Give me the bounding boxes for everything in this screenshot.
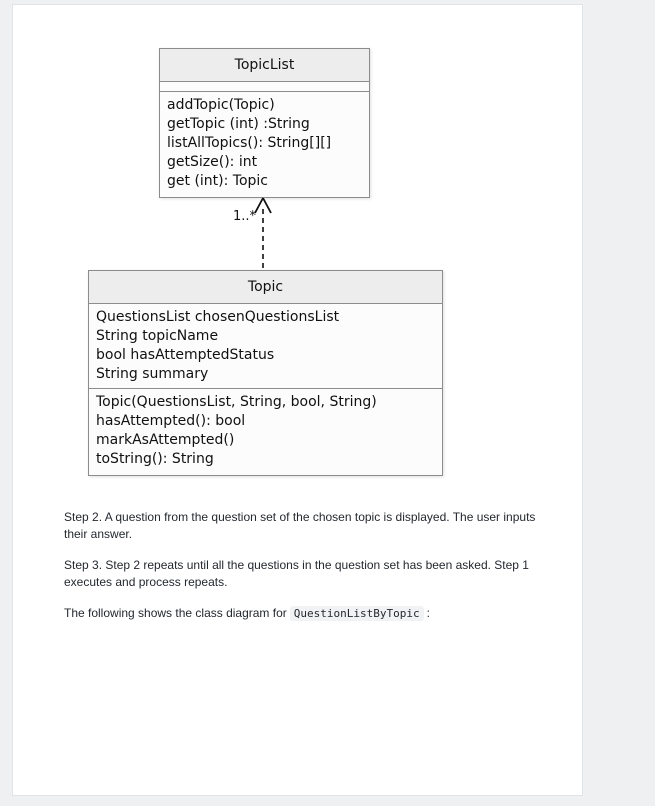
paragraph-following — [64, 605, 556, 622]
paragraph-step3: Step 3. Step 2 repeats until all the questions in the question set has been asked. Step 1 executes and process repeats. — [64, 558, 529, 589]
class-methods-topic — [89, 389, 442, 475]
following-suffix: : — [426, 606, 430, 620]
class-title-topiclist: TopicList — [160, 49, 369, 82]
document-text-block — [64, 509, 556, 636]
class-box-topic — [88, 270, 443, 476]
attribute-line: String topicName — [96, 328, 219, 344]
attribute-line: String summary — [96, 366, 209, 382]
paragraph-step2: Step 2. A question from the question set of the chosen topic is displayed. The user inputs their answer. — [64, 510, 536, 541]
multiplicity-label: 1..* — [233, 209, 257, 224]
class-box-topiclist — [159, 48, 370, 198]
method-line: Topic(QuestionsList, String, bool, String) — [96, 394, 377, 410]
class-title-topic: Topic — [89, 271, 442, 304]
inline-code: QuestionListByTopic — [290, 606, 424, 621]
class-methods-topiclist — [160, 92, 369, 197]
method-line: toString(): String — [96, 451, 214, 467]
method-line: addTopic(Topic) — [167, 97, 275, 113]
class-attributes-topic — [89, 304, 442, 389]
following-prefix: The following shows the class diagram for — [64, 606, 287, 620]
method-line: markAsAttempted() — [96, 432, 235, 448]
method-line: getTopic (int) :String — [167, 116, 310, 132]
attribute-line: QuestionsList chosenQuestionsList — [96, 309, 340, 325]
method-line: hasAttempted(): bool — [96, 413, 246, 429]
document-content — [12, 4, 583, 796]
method-line: getSize(): int — [167, 154, 258, 170]
method-line: listAllTopics(): String[][] — [167, 135, 332, 151]
method-line: get (int): Topic — [167, 173, 268, 189]
attribute-line: bool hasAttemptedStatus — [96, 347, 275, 363]
class-attributes-topiclist — [160, 82, 369, 92]
